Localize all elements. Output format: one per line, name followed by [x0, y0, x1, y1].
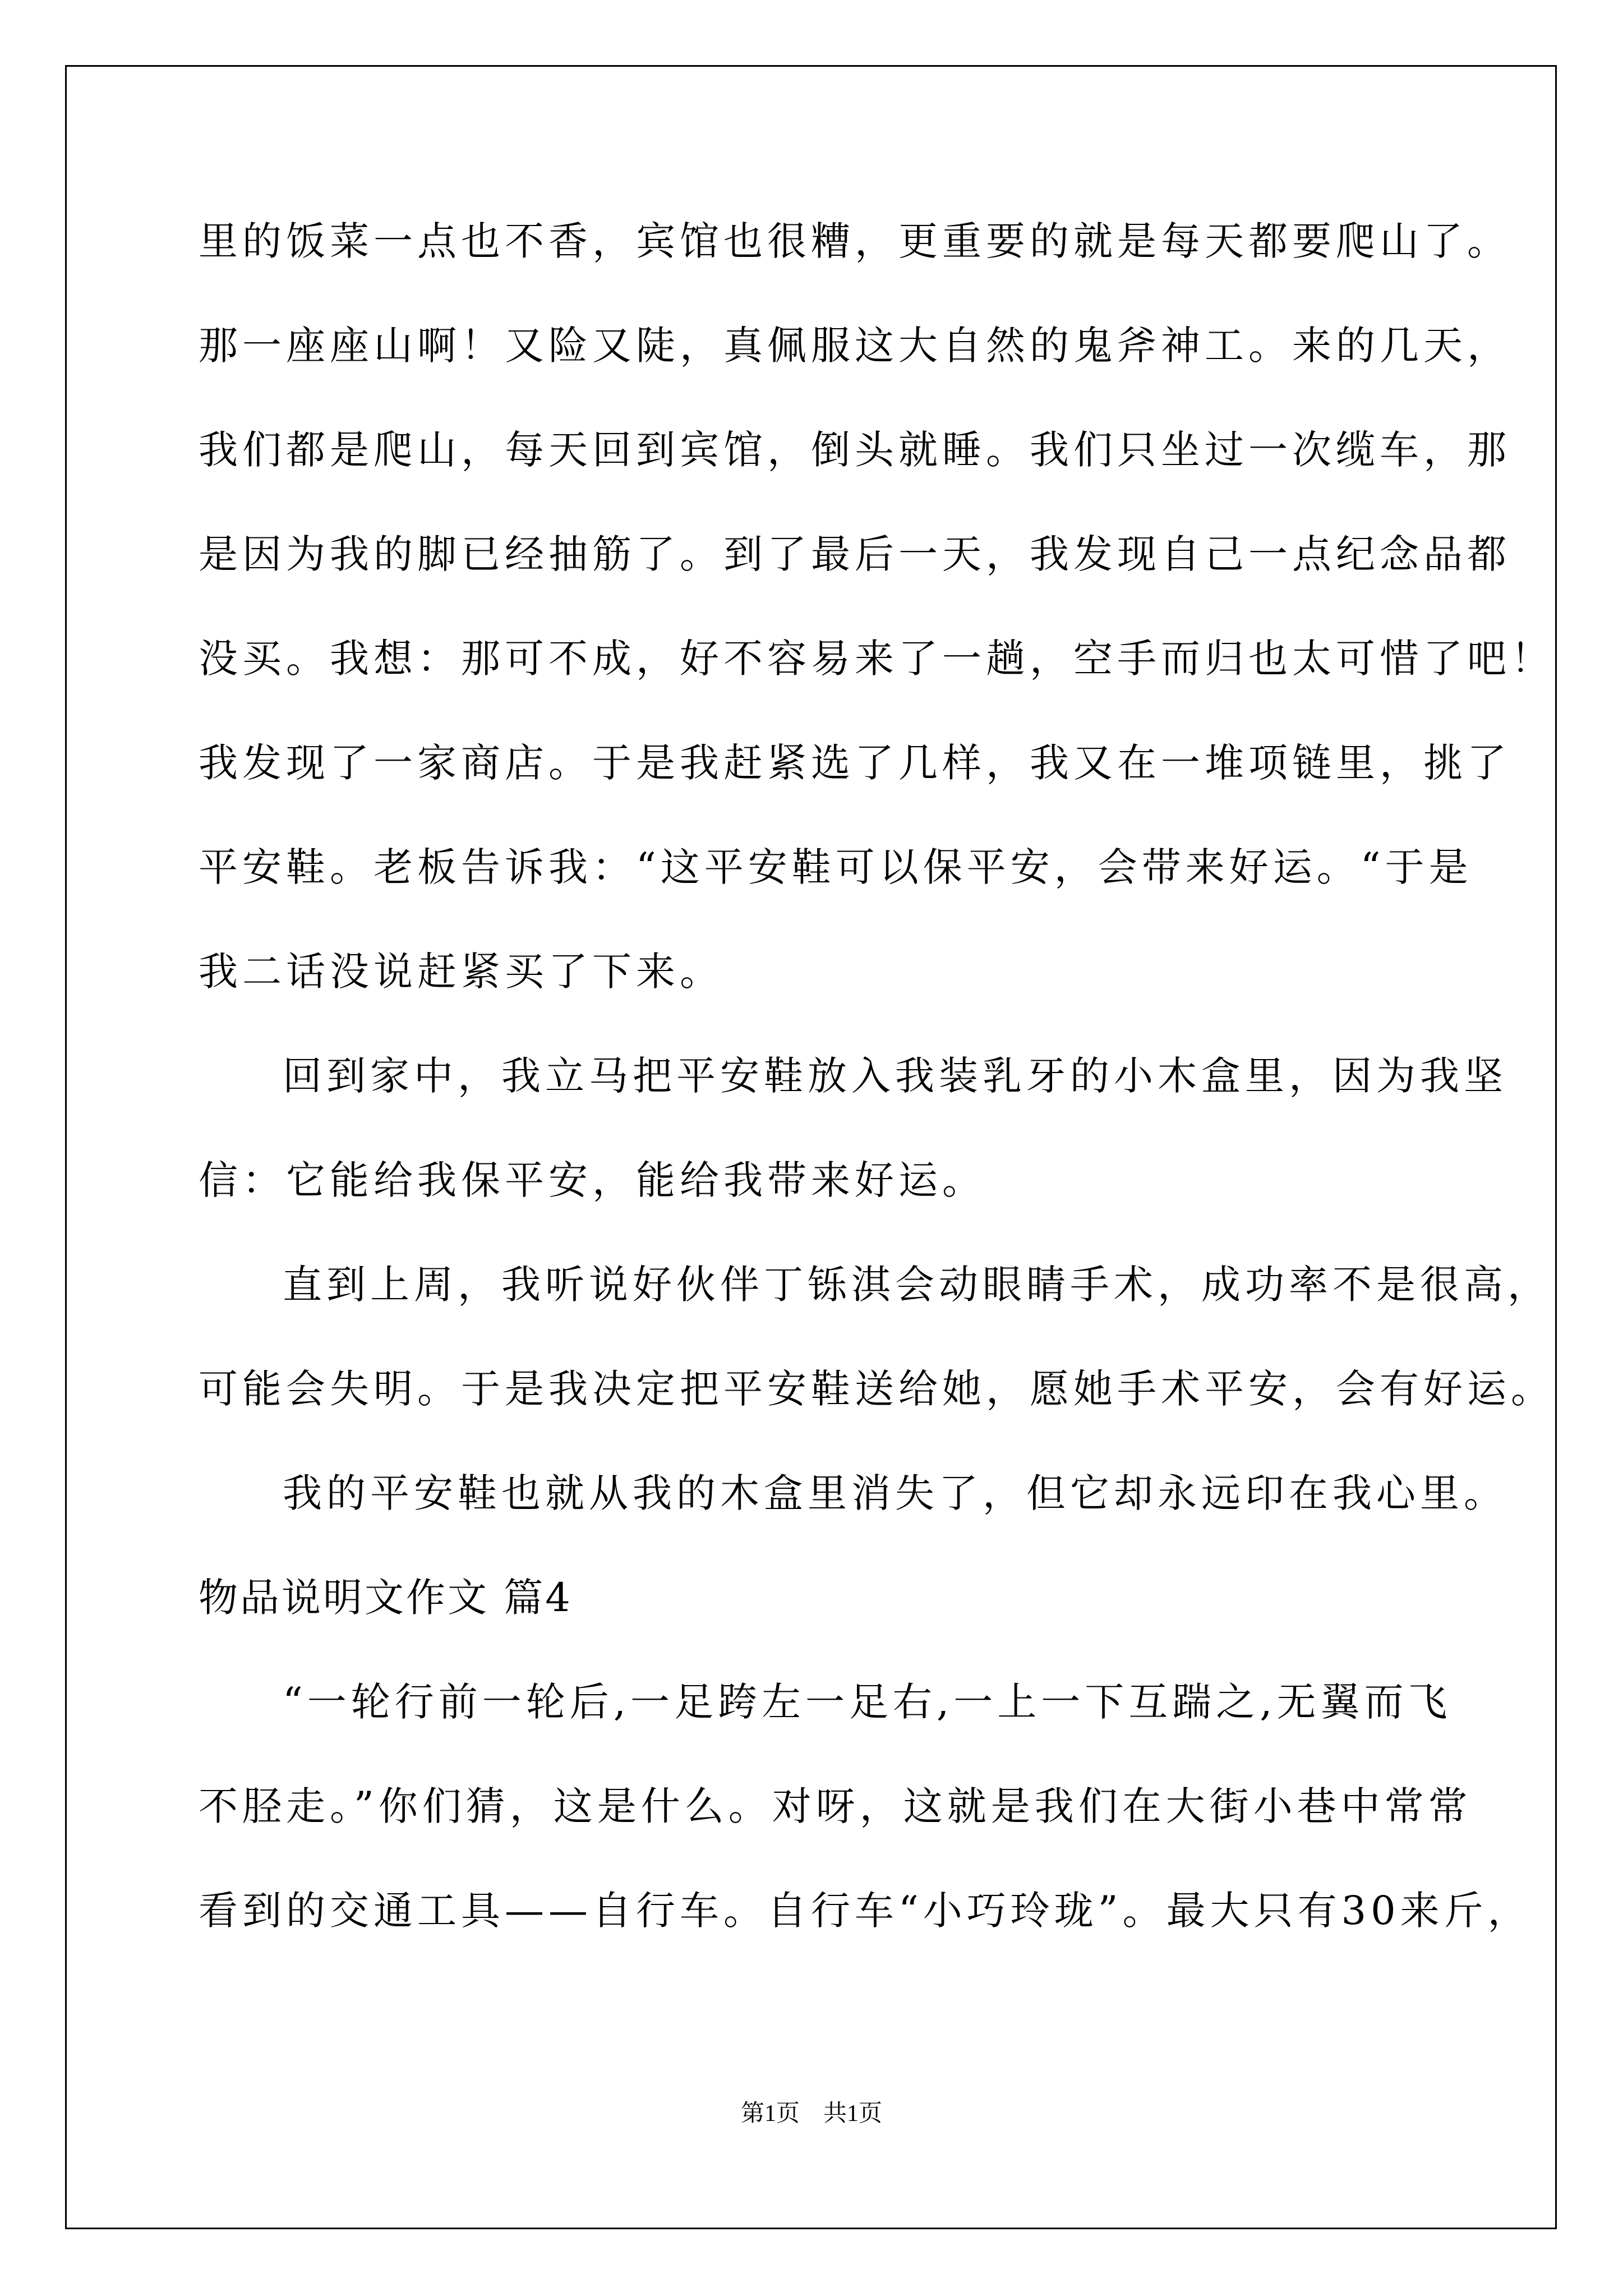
paragraph-start: 回到家中，我立马把平安鞋放入我装乳牙的小木盒里，因为我坚 [283, 1053, 1507, 1099]
text-line: 没买。我想：那可不成，好不容易来了一趟，空手而归也太可惜了吧！ [199, 636, 1555, 682]
paragraph-start: 我的平安鞋也就从我的木盒里消失了，但它却永远印在我心里。 [283, 1470, 1507, 1516]
text-line: 不胫走。”你们猜，这是什么。对呀，这就是我们在大街小巷中常常 [199, 1783, 1472, 1829]
text-line: 信：它能给我保平安，能给我带来好运。 [199, 1157, 986, 1203]
text-line: 看到的交通工具——自行车。自行车“小巧玲珑”。最大只有30来斤， [199, 1888, 1532, 1934]
section-heading: 物品说明文作文 篇4 [199, 1575, 573, 1621]
text-line: 我发现了一家商店。于是我赶紧选了几样，我又在一堆项链里，挑了 [199, 740, 1511, 786]
paragraph-start: “一轮行前一轮后,一足跨左一足右,一上一下互踹之,无翼而飞 [283, 1679, 1452, 1725]
text-line: 我二话没说赶紧买了下来。 [199, 949, 723, 995]
text-line: 是因为我的脚已经抽筋了。到了最后一天，我发现自己一点纪念品都 [199, 531, 1511, 577]
text-line: 可能会失明。于是我决定把平安鞋送给她，愿她手术平安，会有好运。 [199, 1366, 1555, 1412]
text-line: 那一座座山啊！又险又陡，真佩服这大自然的鬼斧神工。来的几天， [199, 323, 1511, 369]
page-footer: 第1页 共1页 [740, 2101, 882, 2127]
paragraph-start: 直到上周，我听说好伙伴丁铄淇会动眼睛手术，成功率不是很高， [283, 1262, 1551, 1308]
text-line: 里的饭菜一点也不香，宾馆也很糟，更重要的就是每天都要爬山了。 [199, 218, 1511, 264]
text-line: 我们都是爬山，每天回到宾馆，倒头就睡。我们只坐过一次缆车，那 [199, 427, 1511, 473]
text-line: 平安鞋。老板告诉我：“这平安鞋可以保平安，会带来好运。“于是 [199, 844, 1473, 890]
document-body [199, 205, 1555, 1978]
